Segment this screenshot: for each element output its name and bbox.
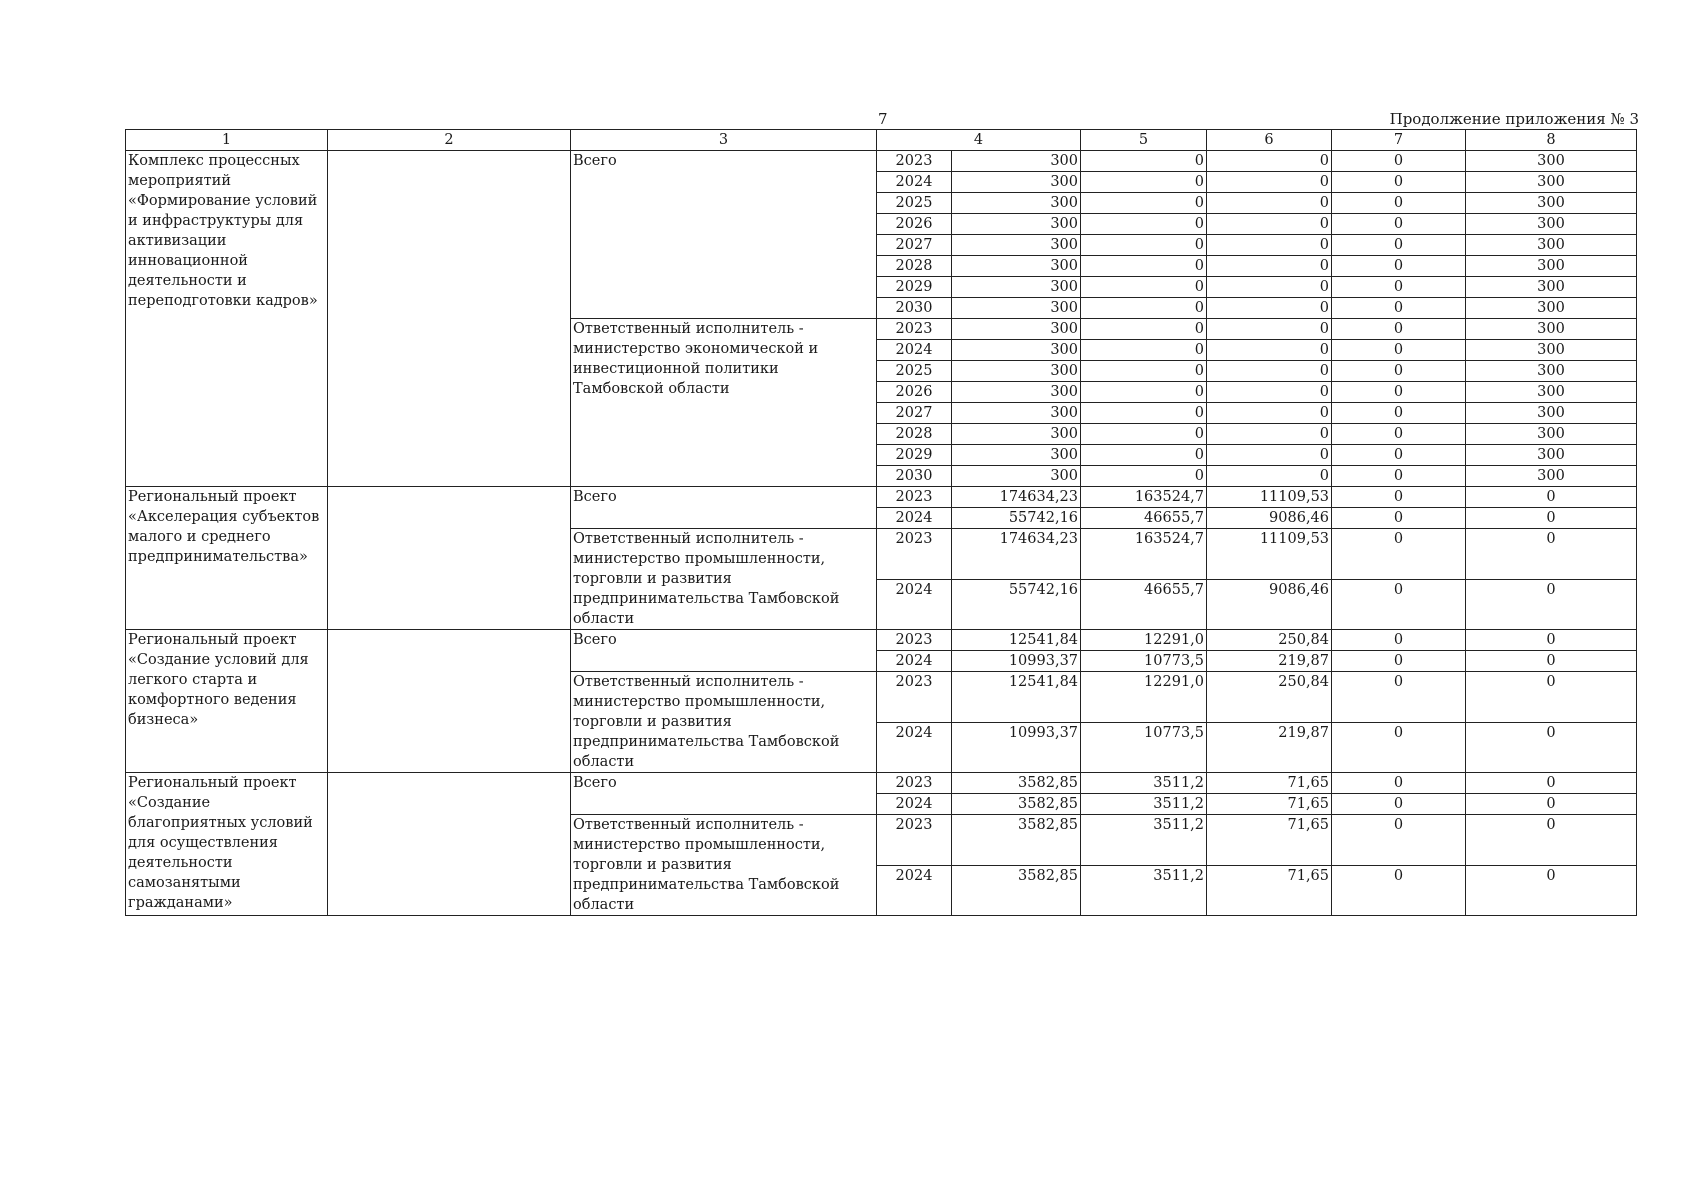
year-cell: 2024 [877,340,952,361]
year-cell: 2023 [877,630,952,651]
value-col4: 12541,84 [952,630,1081,651]
value-col7: 0 [1332,529,1466,580]
value-col4: 300 [952,298,1081,319]
value-col7: 0 [1332,773,1466,794]
value-col5: 163524,7 [1081,487,1207,508]
value-col5: 0 [1081,298,1207,319]
value-col8: 0 [1466,672,1637,723]
value-col8: 0 [1466,794,1637,815]
value-col7: 0 [1332,722,1466,773]
budget-table-body [126,130,1637,916]
year-cell: 2023 [877,487,952,508]
value-col6: 0 [1207,298,1332,319]
column-header-3: 3 [571,130,877,151]
value-col6: 219,87 [1207,651,1332,672]
value-col4: 12541,84 [952,672,1081,723]
value-col4: 300 [952,340,1081,361]
value-col5: 46655,7 [1081,508,1207,529]
year-cell: 2024 [877,865,952,916]
value-col5: 0 [1081,214,1207,235]
value-col7: 0 [1332,403,1466,424]
value-col5: 0 [1081,235,1207,256]
value-col5: 3511,2 [1081,773,1207,794]
value-col5: 0 [1081,193,1207,214]
value-col4: 300 [952,445,1081,466]
year-cell: 2027 [877,235,952,256]
value-col7: 0 [1332,579,1466,630]
value-col8: 0 [1466,529,1637,580]
value-col4: 10993,37 [952,722,1081,773]
value-col6: 0 [1207,319,1332,340]
appendix-continuation-note: Продолжение приложения № 3 [1389,110,1639,128]
value-col4: 3582,85 [952,794,1081,815]
table-row [126,487,1637,508]
value-col7: 0 [1332,382,1466,403]
value-col8: 0 [1466,651,1637,672]
value-col7: 0 [1332,865,1466,916]
value-col6: 0 [1207,445,1332,466]
value-col8: 300 [1466,151,1637,172]
value-col4: 300 [952,277,1081,298]
value-col5: 12291,0 [1081,672,1207,723]
value-col4: 10993,37 [952,651,1081,672]
value-col5: 0 [1081,151,1207,172]
value-col8: 0 [1466,773,1637,794]
column-number-row [126,130,1637,151]
year-cell: 2030 [877,466,952,487]
value-col6: 9086,46 [1207,508,1332,529]
group-label: Ответственный исполнитель - министерство промышленности, торговли и развития предпринимательства Тамбовской области [571,672,877,773]
value-col5: 3511,2 [1081,794,1207,815]
value-col7: 0 [1332,445,1466,466]
value-col7: 0 [1332,340,1466,361]
table-row [126,630,1637,651]
section-col2 [328,630,571,773]
value-col6: 0 [1207,172,1332,193]
year-cell: 2024 [877,722,952,773]
section-title: Комплекс процессных мероприятий «Формирование условий и инфраструктуры для активизации инновационной деятельности и переподготовки кадров» [126,151,328,487]
year-cell: 2024 [877,579,952,630]
year-cell: 2026 [877,214,952,235]
table-row [126,773,1637,794]
value-col6: 0 [1207,277,1332,298]
year-cell: 2029 [877,445,952,466]
value-col8: 300 [1466,256,1637,277]
year-cell: 2028 [877,424,952,445]
value-col8: 300 [1466,193,1637,214]
value-col6: 0 [1207,466,1332,487]
value-col6: 71,65 [1207,773,1332,794]
value-col6: 0 [1207,235,1332,256]
value-col8: 0 [1466,487,1637,508]
value-col7: 0 [1332,651,1466,672]
column-header-8: 8 [1466,130,1637,151]
value-col7: 0 [1332,214,1466,235]
value-col4: 55742,16 [952,579,1081,630]
section-title: Региональный проект «Акселерация субъектов малого и среднего предпринимательства» [126,487,328,630]
value-col8: 300 [1466,340,1637,361]
section-col2 [328,151,571,487]
year-cell: 2029 [877,277,952,298]
value-col4: 300 [952,403,1081,424]
value-col4: 300 [952,172,1081,193]
column-header-5: 5 [1081,130,1207,151]
value-col7: 0 [1332,172,1466,193]
value-col5: 0 [1081,256,1207,277]
year-cell: 2024 [877,172,952,193]
value-col5: 3511,2 [1081,865,1207,916]
year-cell: 2028 [877,256,952,277]
value-col4: 300 [952,214,1081,235]
year-cell: 2023 [877,672,952,723]
group-label: Ответственный исполнитель - министерство экономической и инвестиционной политики Тамбовской области [571,319,877,487]
group-label: Ответственный исполнитель - министерство промышленности, торговли и развития предпринимательства Тамбовской области [571,529,877,630]
value-col4: 300 [952,319,1081,340]
page-number: 7 [878,110,888,128]
value-col6: 71,65 [1207,865,1332,916]
value-col5: 0 [1081,319,1207,340]
value-col7: 0 [1332,466,1466,487]
year-cell: 2024 [877,794,952,815]
section-col2 [328,487,571,630]
value-col6: 11109,53 [1207,487,1332,508]
column-header-6: 6 [1207,130,1332,151]
value-col5: 163524,7 [1081,529,1207,580]
value-col4: 3582,85 [952,815,1081,866]
table-row [126,151,1637,172]
column-header-2: 2 [328,130,571,151]
value-col6: 0 [1207,340,1332,361]
budget-table [125,129,1637,916]
value-col8: 0 [1466,508,1637,529]
value-col8: 0 [1466,579,1637,630]
value-col4: 300 [952,361,1081,382]
section-title: Региональный проект «Создание условий для легкого старта и комфортного ведения бизнеса» [126,630,328,773]
value-col7: 0 [1332,298,1466,319]
value-col4: 300 [952,256,1081,277]
value-col8: 300 [1466,298,1637,319]
value-col7: 0 [1332,235,1466,256]
value-col5: 0 [1081,172,1207,193]
value-col4: 3582,85 [952,773,1081,794]
value-col5: 0 [1081,424,1207,445]
value-col6: 9086,46 [1207,579,1332,630]
year-cell: 2024 [877,508,952,529]
group-label: Всего [571,773,877,815]
value-col6: 71,65 [1207,794,1332,815]
value-col4: 174634,23 [952,487,1081,508]
value-col4: 174634,23 [952,529,1081,580]
value-col4: 300 [952,193,1081,214]
value-col7: 0 [1332,630,1466,651]
value-col6: 11109,53 [1207,529,1332,580]
value-col6: 250,84 [1207,630,1332,651]
value-col5: 10773,5 [1081,722,1207,773]
value-col7: 0 [1332,815,1466,866]
value-col5: 0 [1081,277,1207,298]
year-cell: 2023 [877,151,952,172]
value-col8: 300 [1466,214,1637,235]
value-col4: 300 [952,235,1081,256]
value-col6: 0 [1207,256,1332,277]
group-label: Всего [571,487,877,529]
value-col8: 300 [1466,361,1637,382]
value-col4: 300 [952,151,1081,172]
value-col5: 0 [1081,382,1207,403]
year-cell: 2023 [877,773,952,794]
value-col8: 300 [1466,445,1637,466]
value-col8: 300 [1466,424,1637,445]
value-col8: 300 [1466,235,1637,256]
value-col6: 0 [1207,214,1332,235]
value-col8: 0 [1466,722,1637,773]
value-col7: 0 [1332,151,1466,172]
value-col7: 0 [1332,794,1466,815]
value-col6: 250,84 [1207,672,1332,723]
value-col4: 55742,16 [952,508,1081,529]
value-col8: 300 [1466,382,1637,403]
year-cell: 2023 [877,529,952,580]
value-col6: 0 [1207,382,1332,403]
value-col5: 0 [1081,445,1207,466]
year-cell: 2030 [877,298,952,319]
value-col8: 300 [1466,403,1637,424]
value-col7: 0 [1332,256,1466,277]
value-col5: 10773,5 [1081,651,1207,672]
column-header-1: 1 [126,130,328,151]
value-col6: 0 [1207,151,1332,172]
value-col5: 46655,7 [1081,579,1207,630]
value-col6: 71,65 [1207,815,1332,866]
value-col6: 0 [1207,403,1332,424]
value-col8: 300 [1466,277,1637,298]
value-col6: 0 [1207,424,1332,445]
value-col7: 0 [1332,487,1466,508]
value-col6: 0 [1207,361,1332,382]
value-col7: 0 [1332,424,1466,445]
value-col8: 0 [1466,630,1637,651]
value-col4: 300 [952,466,1081,487]
section-col2 [328,773,571,916]
value-col8: 300 [1466,172,1637,193]
value-col8: 0 [1466,865,1637,916]
value-col4: 3582,85 [952,865,1081,916]
year-cell: 2025 [877,361,952,382]
value-col5: 0 [1081,466,1207,487]
group-label: Всего [571,151,877,319]
value-col4: 300 [952,382,1081,403]
value-col7: 0 [1332,277,1466,298]
value-col7: 0 [1332,508,1466,529]
value-col7: 0 [1332,361,1466,382]
value-col7: 0 [1332,672,1466,723]
year-cell: 2025 [877,193,952,214]
value-col8: 300 [1466,466,1637,487]
year-cell: 2027 [877,403,952,424]
value-col7: 0 [1332,193,1466,214]
value-col5: 0 [1081,361,1207,382]
year-cell: 2023 [877,319,952,340]
value-col5: 12291,0 [1081,630,1207,651]
value-col8: 0 [1466,815,1637,866]
value-col5: 0 [1081,403,1207,424]
value-col8: 300 [1466,319,1637,340]
year-cell: 2024 [877,651,952,672]
value-col7: 0 [1332,319,1466,340]
section-title: Региональный проект «Создание благоприятных условий для осуществления деятельности самозанятыми гражданами» [126,773,328,916]
group-label: Ответственный исполнитель - министерство промышленности, торговли и развития предпринимательства Тамбовской области [571,815,877,916]
value-col6: 0 [1207,193,1332,214]
value-col4: 300 [952,424,1081,445]
year-cell: 2026 [877,382,952,403]
group-label: Всего [571,630,877,672]
value-col5: 3511,2 [1081,815,1207,866]
value-col5: 0 [1081,340,1207,361]
year-cell: 2023 [877,815,952,866]
value-col6: 219,87 [1207,722,1332,773]
column-header-4: 4 [877,130,1081,151]
column-header-7: 7 [1332,130,1466,151]
